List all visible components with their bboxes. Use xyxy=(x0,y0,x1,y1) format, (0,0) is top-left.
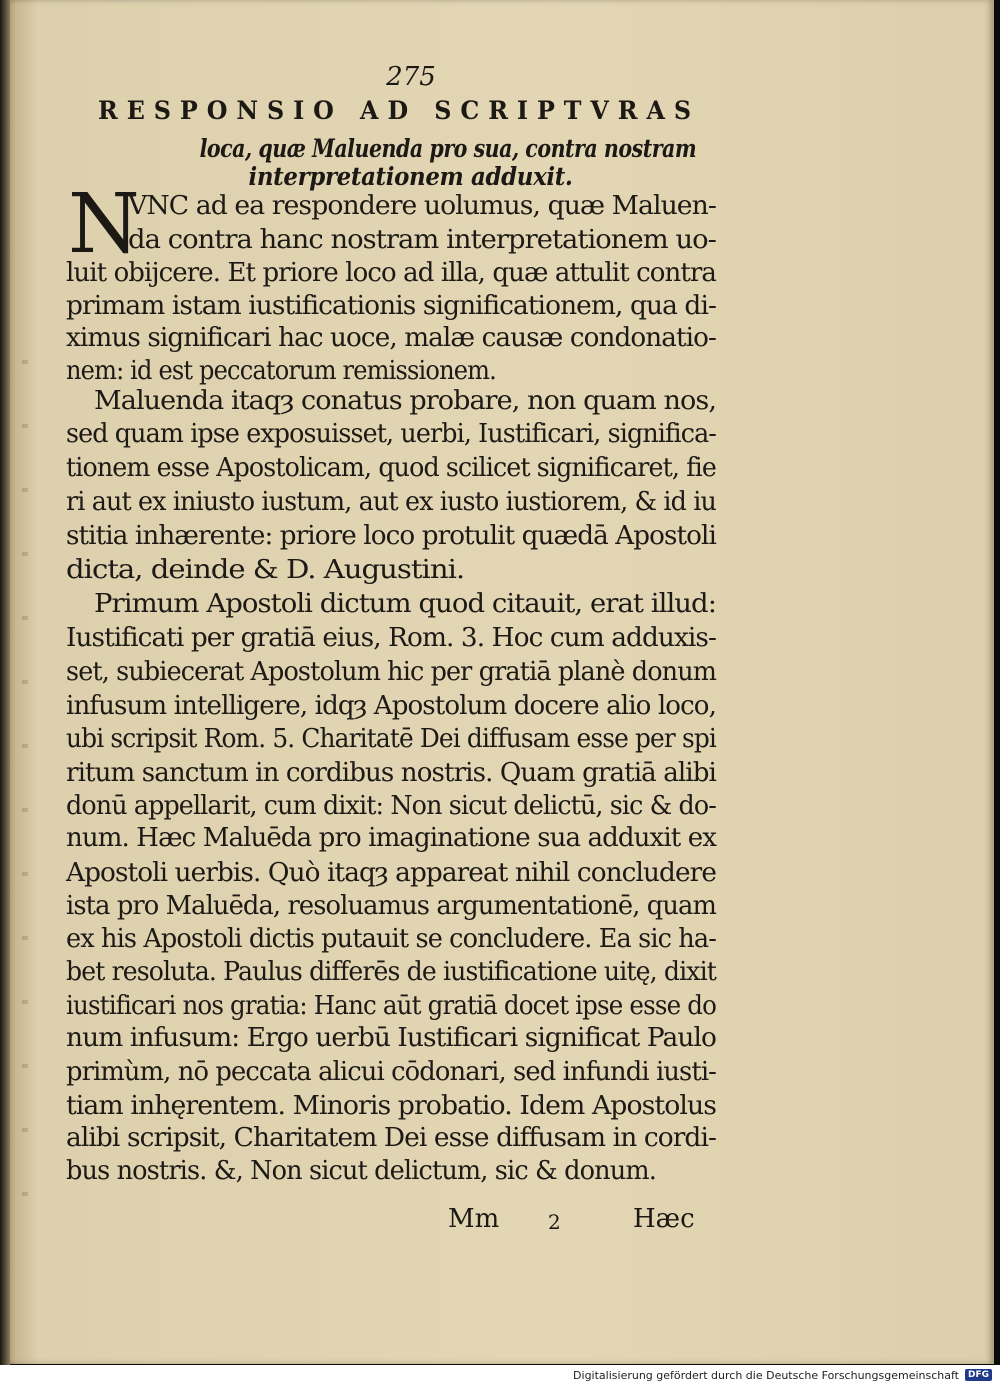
paper-specks xyxy=(22,300,28,1200)
text-line: VNC ad ea respondere uolumus, quæ Maluen- xyxy=(128,191,716,221)
chapter-heading-line-2: loca, quæ Maluenda pro sua, contra nostram xyxy=(199,134,697,163)
dfg-logo-icon: DFG xyxy=(965,1369,992,1381)
text-line: bus nostris. &, Non sicut delictum, sic & donum. xyxy=(66,1156,656,1186)
text-line: ximus significari hac uoce, malæ causæ condonatio- xyxy=(66,323,717,353)
text-line: num infusum: Ergo uerbū Iustificari significat Paulo xyxy=(66,1023,716,1053)
text-line: ex his Apostoli dictis putauit se concludere. Ea sic ha- xyxy=(66,924,716,954)
text-line: iustificari nos gratia: Hanc aūt gratiā docet ipse esse do xyxy=(66,991,716,1021)
text-line: primam istam iustificationis significationem, qua di- xyxy=(66,291,716,321)
text-line: da contra hanc nostram interpretationem uo- xyxy=(128,225,717,255)
text-line: ista pro Maluēda, resoluamus argumentationē, quam xyxy=(66,891,716,921)
book-gutter xyxy=(0,0,10,1365)
chapter-heading-line-3: interpretationem adduxit. xyxy=(248,162,573,191)
text-line: Apostoli uerbis. Quò itaqȝ appareat nihil concludere xyxy=(66,858,716,888)
text-line: Maluenda itaqȝ conatus probare, non quam nos, xyxy=(94,386,716,416)
text-line: set, subiecerat Apostolum hic per gratiā planè donum xyxy=(66,657,716,687)
signature-number: 2 xyxy=(548,1210,561,1234)
catchword: Hæc xyxy=(633,1204,695,1234)
text-line: tiam inhęrentem. Minoris probatio. Idem Apostolus xyxy=(66,1091,716,1121)
text-line: alibi scripsit, Charitatem Dei esse diffusam in cordi- xyxy=(66,1123,716,1153)
text-line: luit obijcere. Et priore loco ad illa, quæ attulit contra xyxy=(66,258,716,288)
text-line: ubi scripsit Rom. 5. Charitatē Dei diffusam esse per spi xyxy=(66,724,716,754)
text-line: primùm, nō peccata alicui cōdonari, sed infundi iusti- xyxy=(66,1057,716,1087)
funding-credit xyxy=(573,1367,992,1383)
text-line: num. Hæc Maluēda pro imaginatione sua adduxit ex xyxy=(66,823,716,853)
drop-capital: N xyxy=(68,177,140,272)
text-line: tionem esse Apostolicam, quod scilicet significaret, fie xyxy=(66,453,716,483)
text-line: nem: id est peccatorum remissionem. xyxy=(66,356,496,386)
page-number: 275 xyxy=(386,62,436,92)
text-line: infusum intelligere, idqȝ Apostolum docere alio loco, xyxy=(66,691,717,721)
text-line: stitia inhærente: priore loco protulit quædā Apostoli xyxy=(66,521,716,551)
text-line: dicta, deinde & D. Augustini. xyxy=(66,555,465,585)
signature-mark: Mm xyxy=(448,1204,500,1234)
chapter-heading-line-1: RESPONSIO AD SCRIPTVRAS xyxy=(98,96,700,125)
text-line: donū appellarit, cum dixit: Non sicut delictū, sic & do- xyxy=(66,791,716,821)
text-line: Primum Apostoli dictum quod citauit, erat illud: xyxy=(94,589,716,619)
book-page xyxy=(8,0,994,1364)
text-line: Iustificati per gratiā eius, Rom. 3. Hoc cum adduxis- xyxy=(66,623,716,653)
text-line: ritum sanctum in cordibus nostris. Quam gratiā alibi xyxy=(66,758,716,788)
credit-text: Digitalisierung gefördert durch die Deutsche Forschungsgemeinschaft xyxy=(573,1368,959,1382)
text-line: sed quam ipse exposuisset, uerbi, Iustificari, significa- xyxy=(66,419,716,449)
text-line: bet resoluta. Paulus differēs de iustificatione uitę, dixit xyxy=(66,957,716,987)
text-line: ri aut ex iniusto iustum, aut ex iusto iustiorem, & id iu xyxy=(66,487,716,517)
